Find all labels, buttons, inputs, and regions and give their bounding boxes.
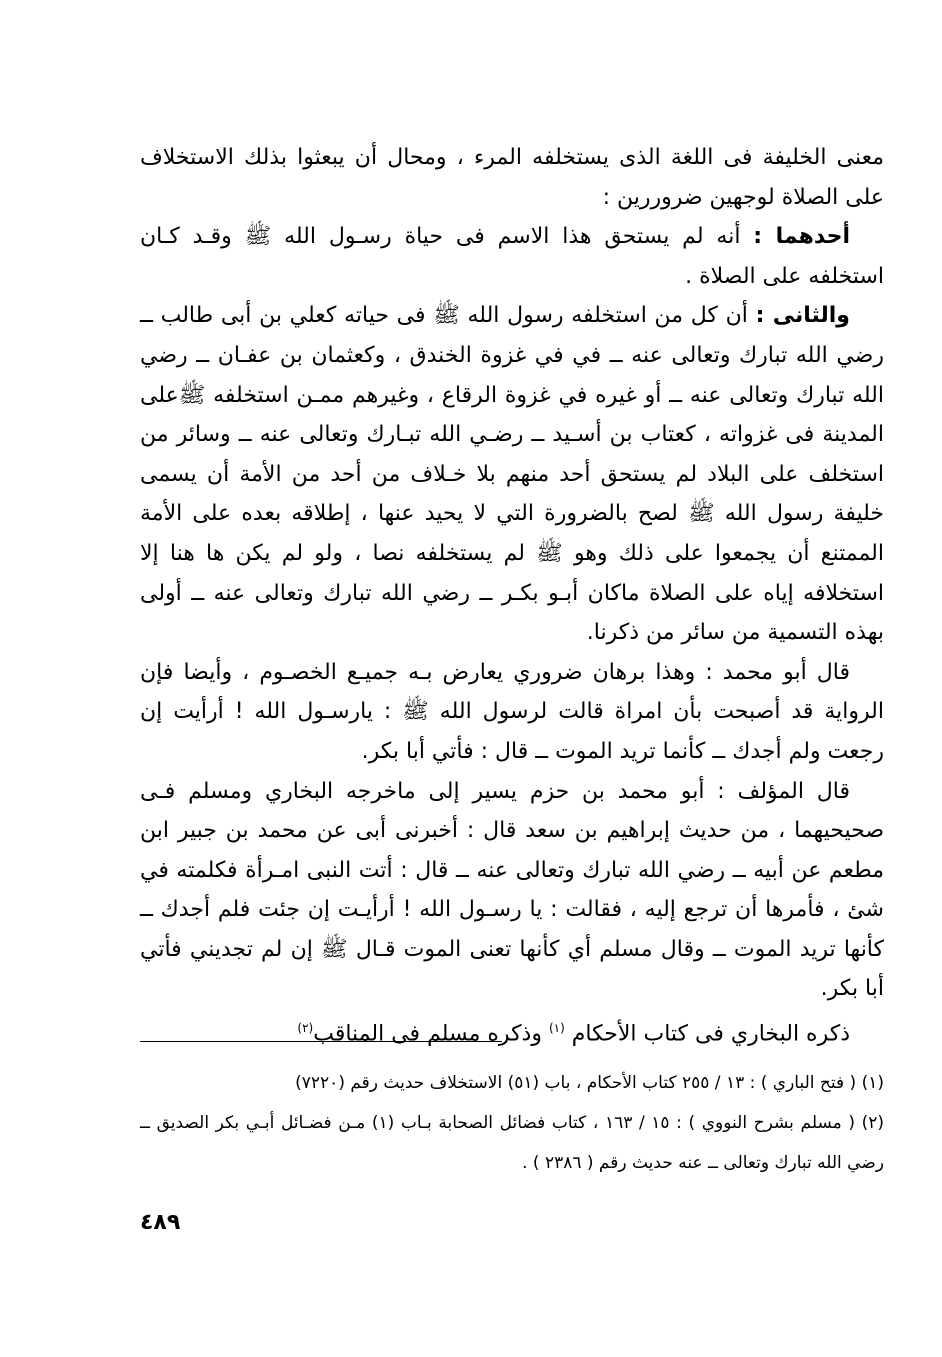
page-number: ٤٨٩ bbox=[140, 1210, 181, 1235]
paragraph-2-lead: أحدهما : bbox=[753, 224, 850, 250]
paragraph-6-text-a: ذكره البخاري فى كتاب الأحكام bbox=[564, 1021, 850, 1047]
paragraph-3-lead: والثانى : bbox=[755, 303, 850, 329]
footnote-2: (٢) ( مسلم بشرح النووي ) : ١٥ / ١٦٣ ، كتاب فضائل الصحابة بـاب (١) مـن فضـائل أبـي بكر الصديق ــ رضي الله تبارك وتعالى ــ عنه حديث رقم ( ٢٣٨٦ ) . bbox=[140, 1113, 884, 1173]
paragraph-3-text: أن كل من استخلفه رسول الله ﷺ فى حياته كعلي بن أبى طالب ــ رضي الله تبارك وتعالى عنه ــ في في غزوة الخندق ، وكعثمان بن عفـان ــ رضي الله تبارك وتعالى عنه ــ أو غيره في غزوة الرقاع ، وغيرهم ممـن استخلفه ﷺعلى المدينة فى غزواته ، كعتاب بن أسـيد ــ رضـي الله تبـارك وتعالى عنه ــ وسائر من استخلف على البلاد لم يستحق أحد منهم بلا خـلاف من أحد من الأمة أن يسمى خليفة رسول الله ﷺ لصح بالضرورة التي لا يحيد عنها ، إطلاقه بعده على الأمة الممتنع أن يجمعوا على ذلك وهو ﷺ لم يستخلفه نصا ، ولو لم يكن ها هنا إلا استخلافه إياه على الصلاة ماكان أبـو بكـر ــ رضي الله تبارك وتعالى عنه ــ أولى بهذه التسمية من سائر من ذكرنا. bbox=[140, 303, 884, 646]
main-text bbox=[140, 138, 884, 1054]
paragraph-6-text-b: وذكره مسلم فى المناقب bbox=[313, 1021, 549, 1047]
paragraph-2-text: أنه لم يستحق هذا الاسم فى حياة رسـول الله ﷺ وقـد كـان استخلفه على الصلاة . bbox=[140, 224, 884, 289]
footnotes bbox=[140, 1063, 884, 1183]
footnote-divider bbox=[140, 1041, 502, 1042]
footnote-ref-1: (١) bbox=[548, 1021, 565, 1036]
paragraph-6 bbox=[140, 1009, 884, 1054]
footnote-ref-2: (٢) bbox=[297, 1021, 314, 1036]
paragraph-4: قال أبو محمد : وهذا برهان ضروري يعارض بـه جميـع الخصـوم ، وأيضا فإن الرواية قد أصبحت بأن امراة قالت لرسول الله ﷺ : يارسـول الله ! أرأيت إن رجعت ولم أجدك ــ كأنما تريد الموت ــ قال : فأتي أبا بكر. bbox=[140, 659, 884, 764]
paragraph-3 bbox=[140, 296, 884, 652]
paragraph-2 bbox=[140, 217, 884, 296]
footnote-1: (١) ( فتح الباري ) : ١٣ / ٢٥٥ كتاب الأحكام ، باب (٥١) الاستخلاف حديث رقم (٧٢٢٠) bbox=[295, 1073, 884, 1093]
paragraph-1: معنى الخليفة فى اللغة الذى يستخلفه المرء ، ومحال أن يبعثوا بذلك الاستخلاف على الصلاة لوجهين ضروررين : bbox=[140, 145, 884, 210]
paragraph-5: قال المؤلف : أبو محمد بن حزم يسير إلى ماخرجه البخاري ومسلم فـى صحيحيهما ، من حديث إبراهيم بن سعد قال : أخبرنى أبى عن محمد بن جبير ابن مطعم عن أبيه ــ رضي الله تبارك وتعالى عنه ــ قال : أتت النبى امـرأة فكلمته في شئ ، فأمرها أن ترجع إليه ، فقالت : يا رسـول الله ! أرأيـت إن جئت فلم أجدك ــ كأنها تريد الموت ــ وقال مسلم أي كأنها تعنى الموت قـال ﷺ إن لم تجديني فأتي أبا بكر. bbox=[140, 778, 884, 1002]
